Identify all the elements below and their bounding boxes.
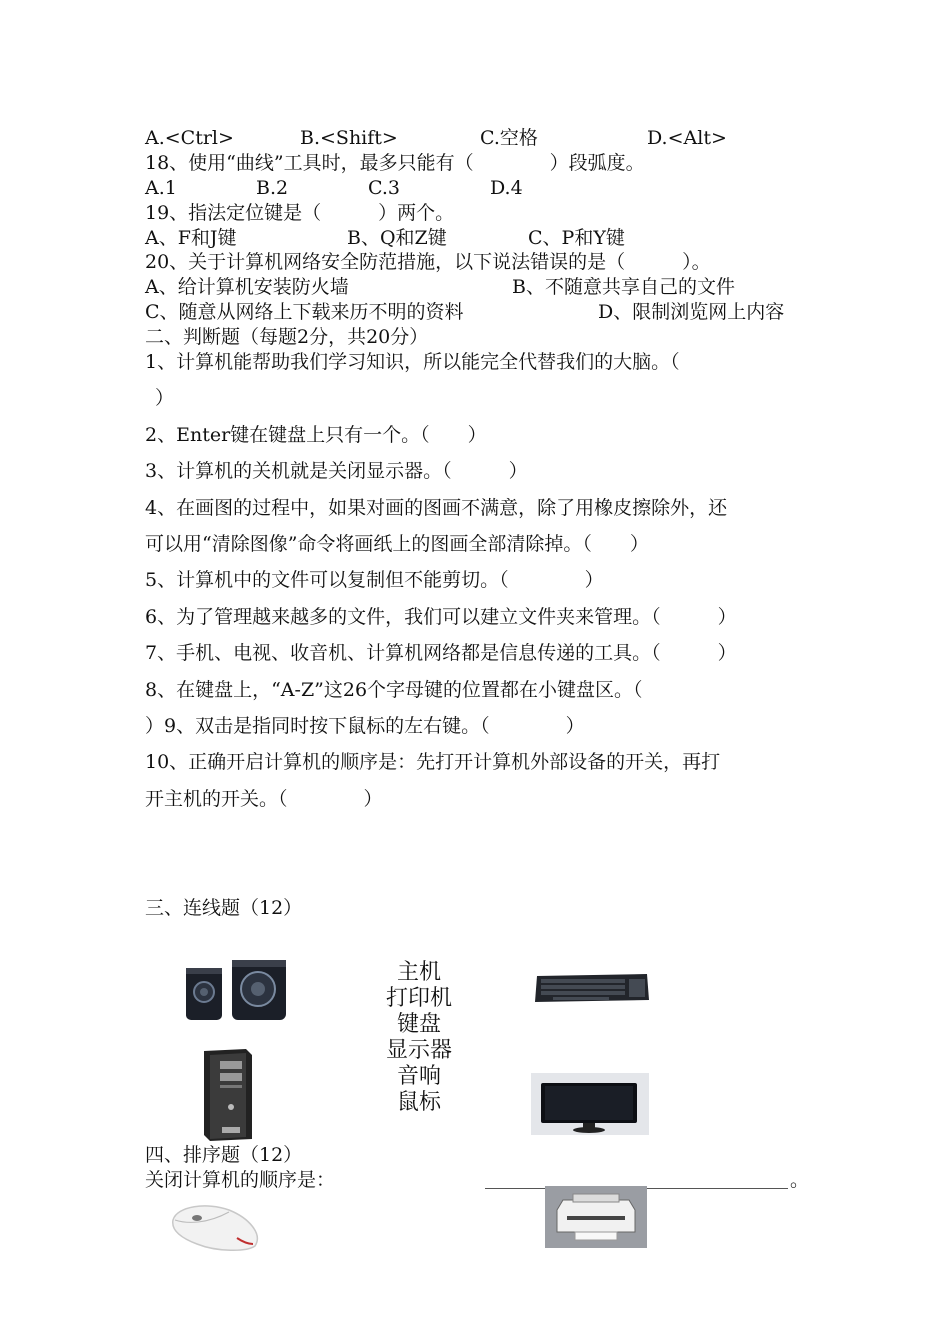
- match-word-host: 主机: [396, 960, 441, 985]
- q20-option-b: B、不随意共享自己的文件: [512, 276, 735, 298]
- match-word-speaker: 音响: [396, 1064, 441, 1089]
- monitor-picture: [531, 1073, 649, 1135]
- tf-line: 3、计算机的关机就是关闭显示器。（ ）: [145, 460, 528, 482]
- q19-option-c: C、P和Y键: [528, 227, 625, 249]
- mouse-picture: [167, 1200, 267, 1254]
- tf-line: ）: [155, 387, 175, 409]
- tf-line: ）9、双击是指同时按下鼠标的左右键。（ ）: [145, 715, 585, 737]
- sort-prompt: 关闭计算机的顺序是：: [145, 1169, 336, 1191]
- tf-line: 5、计算机中的文件可以复制但不能剪切。（ ）: [145, 569, 604, 591]
- keyboard-picture: [533, 970, 651, 1006]
- match-word-mouse: 鼠标: [396, 1090, 441, 1115]
- section4-title: 四、排序题（12）: [145, 1144, 303, 1166]
- tf-line: 10、正确开启计算机的顺序是：先打开计算机外部设备的开关，再打: [145, 751, 721, 773]
- q18-option-d: D.4: [490, 177, 523, 199]
- q19-option-b: B、Q和Z键: [347, 227, 447, 249]
- q19-option-a: A、F和J键: [145, 227, 237, 249]
- speakers-picture: [184, 958, 290, 1022]
- tf-line: 2、Enter键在键盘上只有一个。（ ）: [145, 424, 487, 446]
- q17-option-c: C.空格: [480, 127, 538, 149]
- q19-stem: 19、指法定位键是（ ）两个。: [145, 202, 455, 224]
- tf-line: 4、在画图的过程中，如果对画的图画不满意，除了用橡皮擦除外，还: [145, 497, 728, 519]
- match-word-keyboard: 键盘: [396, 1012, 441, 1037]
- tf-line: 8、在键盘上，“A-Z”这26个字母键的位置都在小键盘区。（: [145, 679, 643, 701]
- tf-line: 开主机的开关。（ ）: [145, 788, 383, 810]
- match-word-printer: 打印机: [385, 986, 452, 1011]
- section2-title: 二、判断题（每题2分，共20分）: [145, 326, 429, 348]
- q18-option-b: B.2: [256, 177, 289, 199]
- q17-option-b: B.<Shift>: [300, 127, 398, 149]
- q20-stem: 20、关于计算机网络安全防范措施，以下说法错误的是（ ）。: [145, 251, 711, 273]
- section3-title: 三、连线题（12）: [145, 897, 303, 919]
- q17-option-a: A.<Ctrl>: [145, 127, 234, 149]
- tf-line: 7、手机、电视、收音机、计算机网络都是信息传递的工具。（ ）: [145, 642, 737, 664]
- computer-case-picture: [196, 1047, 254, 1143]
- q20-option-a: A、给计算机安装防火墙: [145, 276, 349, 298]
- sort-end-mark: 。: [790, 1169, 810, 1191]
- q18-option-c: C.3: [368, 177, 400, 199]
- q17-option-d: D.<Alt>: [647, 127, 727, 149]
- q18-option-a: A.1: [145, 177, 177, 199]
- q20-option-c: C、随意从网络上下载来历不明的资料: [145, 301, 464, 323]
- match-word-monitor: 显示器: [385, 1038, 452, 1063]
- printer-picture: [545, 1186, 647, 1248]
- tf-line: 可以用“清除图像”命令将画纸上的图画全部清除掉。（ ）: [145, 533, 649, 555]
- q18-stem: 18、使用“曲线”工具时，最多只能有（ ）段弧度。: [145, 152, 645, 174]
- tf-line: 1、计算机能帮助我们学习知识，所以能完全代替我们的大脑。（: [145, 351, 680, 373]
- q20-option-d: D、限制浏览网上内容: [598, 301, 785, 323]
- tf-line: 6、为了管理越来越多的文件，我们可以建立文件夹来管理。（ ）: [145, 606, 737, 628]
